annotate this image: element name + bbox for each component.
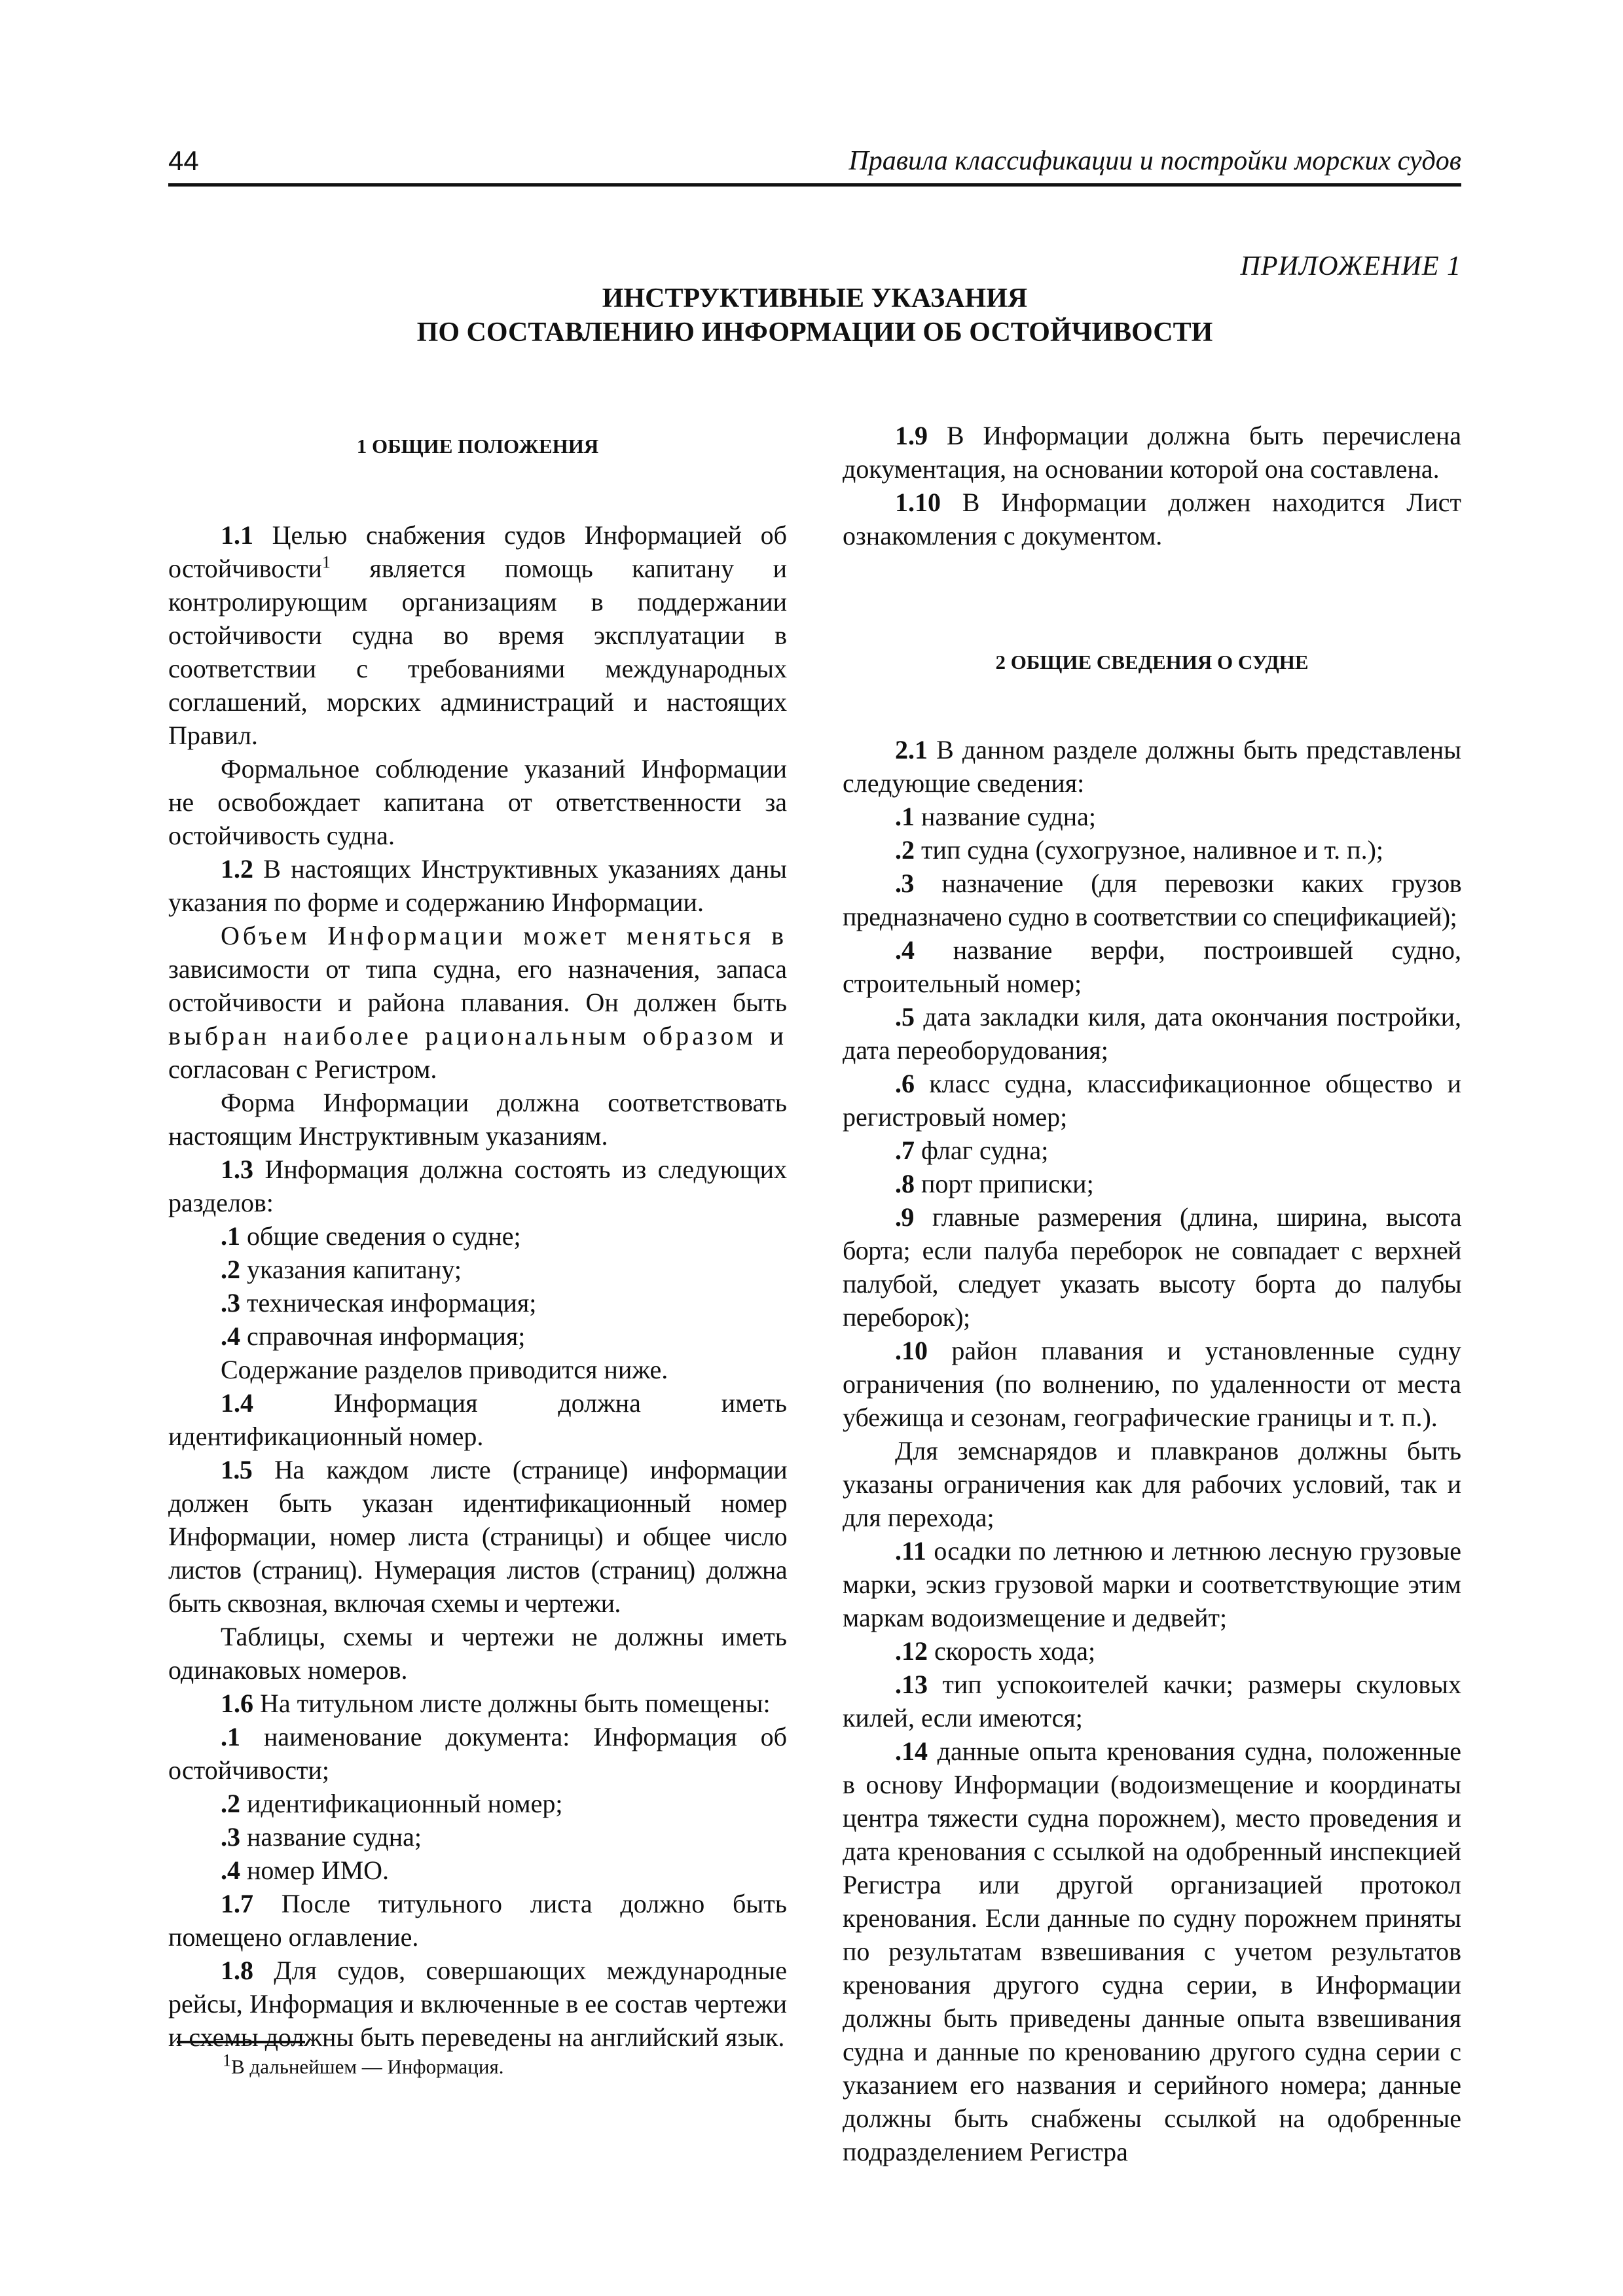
paragraph-1-1 [168,518,787,752]
item-number: .6 [895,1069,915,1098]
item-text: дата закладки киля, дата окончания постройки, дата переоборудования; [843,1002,1461,1065]
item-number: .13 [895,1670,928,1699]
clause-number: 1.5 [221,1455,253,1484]
paragraph-dredgers: Для земснарядов и плавкранов должны быть указаны ограничения как для рабочих условий, так и для перехода; [843,1436,1461,1532]
list-item [168,1720,787,1787]
paragraph-text: является помощь капитану и контролирующим организациям в поддержании остойчивости судна во время эксплуатации в соответствии с требованиями международных соглашений, морских администраций и настоящих Правил. [168,554,787,750]
document-title [168,281,1461,350]
list-item [843,1000,1461,1067]
document-title-line-2: ПО СОСТАВЛЕНИЮ ИНФОРМАЦИИ ОБ ОСТОЙЧИВОСТИ [416,317,1213,348]
item-number: .4 [221,1856,240,1885]
section-2-heading: 2 ОБЩИЕ СВЕДЕНИЯ О СУДНЕ [995,651,1309,673]
list-item [843,1067,1461,1134]
list-item [843,1634,1461,1668]
list-item [843,800,1461,833]
item-number: .3 [221,1288,240,1318]
item-text: название судна; [915,802,1096,831]
item-text: номер ИМО. [240,1856,390,1885]
paragraph-text: Для судов, совершающих международные рейсы, Информация и включенные в ее состав чертежи и схемы должны быть переведены на английский язык. [168,1956,787,2052]
paragraph-text: В данном разделе должны быть представлены следующие сведения: [843,735,1461,798]
list-item [843,833,1461,867]
item-number: .9 [895,1202,914,1232]
item-number: .3 [221,1822,240,1852]
item-text: район плавания и установленные судну ограничения (по волнению, по удаленности от места убежища и сезонам, географические границы и т. п.). [843,1336,1461,1432]
item-text: идентификационный номер; [240,1789,563,1818]
clause-number: 1.2 [221,854,253,884]
item-number: .7 [895,1136,915,1165]
item-text: название судна; [240,1822,422,1852]
list-item [168,1820,787,1854]
paragraph-2-1 [843,733,1461,800]
paragraph-1-8 [168,1954,787,2054]
list-item [843,933,1461,1000]
item-number: .1 [221,1722,240,1751]
item-text: осадки по летнюю и летнюю лесную грузовые марки, эскиз грузовой марки и соответствующие этим маркам водоизмещение и дедвейт; [843,1536,1461,1632]
footnote-divider [177,2041,305,2043]
list-item [168,1854,787,1887]
list-item [843,1200,1461,1334]
paragraph-formal: Формальное соблюдение указаний Информации не освобождает капитана от ответственности за остойчивость судна. [168,754,787,850]
paragraph-text: Информация должна иметь идентификационный номер. [168,1388,787,1451]
list-item [168,1253,787,1286]
paragraph-volume [168,919,787,1086]
item-number: .3 [895,869,914,898]
list-item [843,1167,1461,1200]
item-number: .1 [895,802,915,831]
item-number: .2 [895,835,915,865]
item-text: порт приписки; [915,1169,1094,1198]
paragraph-text: зависимости от типа судна, его назначения, запаса остойчивости и района плавания. Он должен быть [168,954,787,1017]
page-header [168,145,1461,187]
paragraph-text: На каждом листе (странице) информации должен быть указан идентификационный номер Информации, номер листа (страницы) и общее число листов (страниц). Нумерация листов (страниц) должна быть сквозная, включая схемы и чертежи. [168,1455,787,1618]
running-title: Правила классификации и постройки морских судов [848,146,1461,176]
item-text: назначение (для перевозки каких грузов предназначено судно в соответствии со спецификацией); [843,869,1461,931]
paragraph-form: Форма Информации должна соответствовать настоящим Инструктивным указаниям. [168,1088,787,1151]
clause-number: 1.7 [221,1889,253,1918]
item-number: .8 [895,1169,915,1198]
item-number: .4 [895,935,915,965]
clause-number: 1.1 [221,520,253,550]
item-text: главные размерения (длина, ширина, высота борта; если палуба переборок не совпадает с верхней палубой, следует указать высоту борта до палубы переборок); [843,1202,1461,1332]
item-text: тип успокоителей качки; размеры скуловых килей, если имеются; [843,1670,1461,1732]
clause-number: 1.6 [221,1689,253,1718]
item-number: .5 [895,1002,915,1031]
paragraph-text: В настоящих Инструктивных указаниях даны указания по форме и содержанию Информации. [168,854,787,917]
paragraph-text: Объем Информации может меняться в [221,921,787,950]
item-text: указания капитану; [240,1255,462,1284]
paragraph-1-4 [168,1386,787,1453]
item-number: .4 [221,1321,240,1351]
footnote-mark: 1 [223,2051,231,2070]
footnote-ref: 1 [321,552,331,572]
paragraph-1-2 [168,852,787,919]
list-item [843,1668,1461,1734]
paragraph-text: Целью снабжения судов Информацией об остойчивости [168,520,787,583]
list-item [843,1534,1461,1634]
paragraph-text: согласован с Регистром. [168,1054,437,1084]
list-item [168,1286,787,1319]
item-number: .1 [221,1221,240,1251]
paragraph-text: выбран наиболее рациональным образом и [168,1021,787,1050]
paragraph-text: В Информации должна быть перечислена документация, на основании которой она составлена. [843,421,1461,484]
list-item [168,1219,787,1253]
footnote [223,2051,504,2079]
clause-number: 1.4 [221,1388,253,1418]
item-text: тип судна (сухогрузное, наливное и т. п.); [915,835,1383,865]
appendix-label: ПРИЛОЖЕНИЕ 1 [1240,251,1461,281]
paragraph-1-5 [168,1453,787,1620]
item-text: общие сведения о судне; [240,1221,521,1251]
list-item [843,1334,1461,1434]
clause-number: 1.3 [221,1155,253,1184]
section-1-heading: 1 ОБЩИЕ ПОЛОЖЕНИЯ [356,435,599,457]
item-text: название верфи, построившей судно, строительный номер; [843,935,1461,998]
item-text: наименование документа: Информация об остойчивости; [168,1722,787,1785]
paragraph-text: В Информации должен находится Лист ознакомления с документом. [843,488,1461,550]
list-item [168,1787,787,1820]
page-number: 44 [168,145,199,176]
item-text: скорость хода; [928,1636,1096,1666]
item-number: .2 [221,1255,240,1284]
item-number: .2 [221,1789,240,1818]
clause-number: 2.1 [895,735,928,764]
clause-number: 1.8 [221,1956,253,1985]
paragraph-1-10 [843,486,1461,552]
item-number: .14 [895,1736,928,1766]
paragraph-1-7 [168,1887,787,1954]
right-column [843,419,1461,2168]
list-item [843,1134,1461,1167]
item-text: данные опыта кренования судна, положенные в основу Информации (водоизмещение и координаты центра тяжести судна порожнем), место проведения и дата кренования с ссылкой на одобренный инспекцией Регистра или другой организацией протокол кренования. Если данные по судну порожнем приняты по результатам взвешивания с учетом результатов кренования другого судна серии, в Информации должны быть приведены данные опыта взвешивания судна и данные по кренованию другого судна серии с указанием его названия и серийного номера; данные должны быть снабжены ссылкой на одобренные подразделением Регистра [843,1736,1461,2166]
list-item [168,1319,787,1353]
clause-number: 1.10 [895,488,941,517]
item-text: флаг судна; [915,1136,1049,1165]
list-item [843,1734,1461,2168]
item-text: класс судна, классификационное общество и регистровый номер; [843,1069,1461,1132]
paragraph-text: Информация должна состоять из следующих разделов: [168,1155,787,1217]
paragraph-text: На титульном листе должны быть помещены: [253,1689,771,1718]
item-number: .10 [895,1336,928,1365]
list-item [843,867,1461,933]
paragraph-content: Содержание разделов приводится ниже. [221,1355,668,1384]
paragraph-text: После титульного листа должно быть помещено оглавление. [168,1889,787,1952]
clause-number: 1.9 [895,421,928,450]
footnote-text: В дальнейшем — Информация. [231,2055,504,2078]
left-column [168,419,787,2054]
paragraph-1-9 [843,419,1461,486]
item-text: техническая информация; [240,1288,537,1318]
paragraph-tables: Таблицы, схемы и чертежи не должны иметь одинаковых номеров. [168,1622,787,1685]
paragraph-1-6 [168,1687,787,1720]
item-number: .11 [895,1536,926,1566]
item-number: .12 [895,1636,928,1666]
item-text: справочная информация; [240,1321,526,1351]
paragraph-1-3 [168,1153,787,1219]
document-title-line-1: ИНСТРУКТИВНЫЕ УКАЗАНИЯ [602,283,1028,314]
